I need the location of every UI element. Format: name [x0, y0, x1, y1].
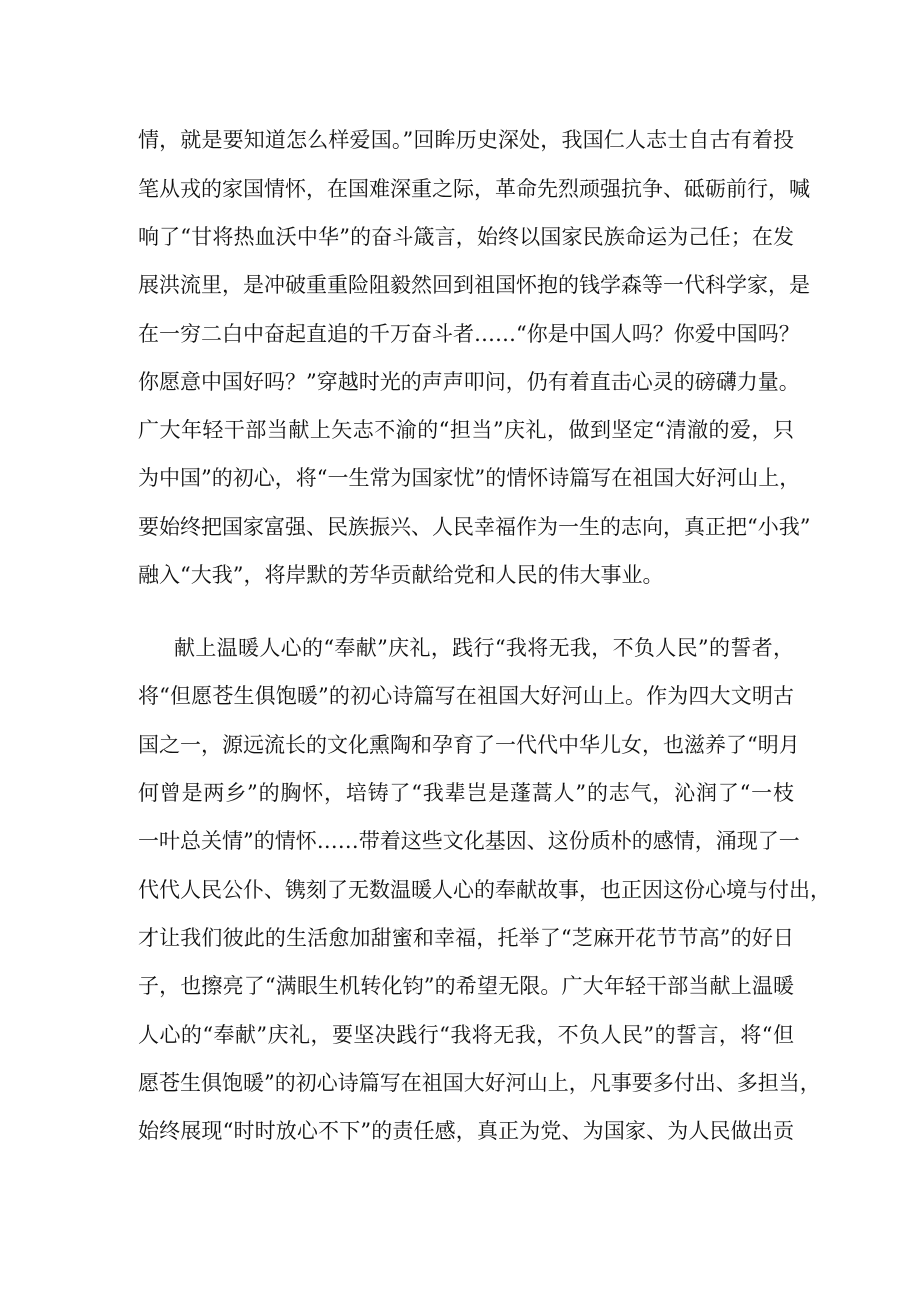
paragraph-line: 代代人民公仆、镌刻了无数温暖人心的奉献故事，也正因这份心境与付出， — [138, 878, 831, 902]
paragraph-line: 情，就是要知道怎么样爱国。”回眸历史深处，我国仁人志士自古有着投 — [138, 128, 794, 152]
paragraph-line: 一叶总关情”的情怀……带着这些文化基因、这份质朴的感情，涌现了一 — [138, 829, 800, 853]
paragraph-line: 为中国”的初心，将“一生常为国家忧”的情怀诗篇写在祖国大好河山上， — [138, 466, 801, 490]
paragraph-line: 融入“大我”，将岸默的芳华贡献给党和人民的伟大事业。 — [138, 563, 664, 587]
paragraph-line: 展洪流里，是冲破重重险阻毅然回到祖国怀抱的钱学森等一代科学家，是 — [138, 273, 810, 297]
paragraph-line: 子，也擦亮了“满眼生机转化钧”的希望无限。广大年轻干部当献上温暖 — [138, 974, 794, 998]
paragraph-line: 人心的“奉献”庆礼，要坚决践行“我将无我，不负人民”的誓言，将“但 — [138, 1023, 794, 1047]
paragraph-line: 始终展现“时时放心不下”的责任感，真正为党、为国家、为人民做出贡 — [138, 1119, 794, 1143]
paragraph-line: 献上温暖人心的“奉献”庆礼，践行“我将无我，不负人民”的誓者， — [174, 636, 794, 660]
paragraph-line: 笔从戎的家国情怀，在国难深重之际，革命先烈顽强抗争、砥砺前行，喊 — [138, 177, 810, 201]
paragraph-line: 愿苍生俱饱暖”的初心诗篇写在祖国大好河山上，凡事要多付出、多担当， — [138, 1071, 821, 1095]
paragraph-line: 将“但愿苍生俱饱暖”的初心诗篇写在祖国大好河山上。作为四大文明古 — [138, 684, 794, 708]
paragraph-line: 何曾是两乡”的胸怀，培铸了“我辈岂是蓬蒿人”的志气，沁润了“一枝 — [138, 781, 794, 805]
paragraph-line: 在一穷二白中奋起直追的千万奋斗者……“你是中国人吗？你爱中国吗？ — [138, 322, 800, 346]
paragraph-line: 你愿意中国好吗？”穿越时光的声声叩问，仍有着直击心灵的磅礴力量。 — [138, 370, 800, 394]
paragraph-line: 国之一，源远流长的文化熏陶和孕育了一代代中华儿女，也滋养了“明月 — [138, 733, 800, 757]
paragraph-line: 响了“甘将热血沃中华”的奋斗箴言，始终以国家民族命运为己任；在发 — [138, 225, 794, 249]
paragraph-line: 才让我们彼此的生活愈加甜蜜和幸福，托举了“芝麻开花节节高”的好日 — [138, 926, 794, 950]
paragraph-line: 广大年轻干部当献上矢志不渝的“担当”庆礼，做到坚定“清澈的爱，只 — [138, 418, 794, 442]
paragraph-line: 要始终把国家富强、民族振兴、人民幸福作为一生的志向，真正把“小我” — [138, 515, 811, 539]
